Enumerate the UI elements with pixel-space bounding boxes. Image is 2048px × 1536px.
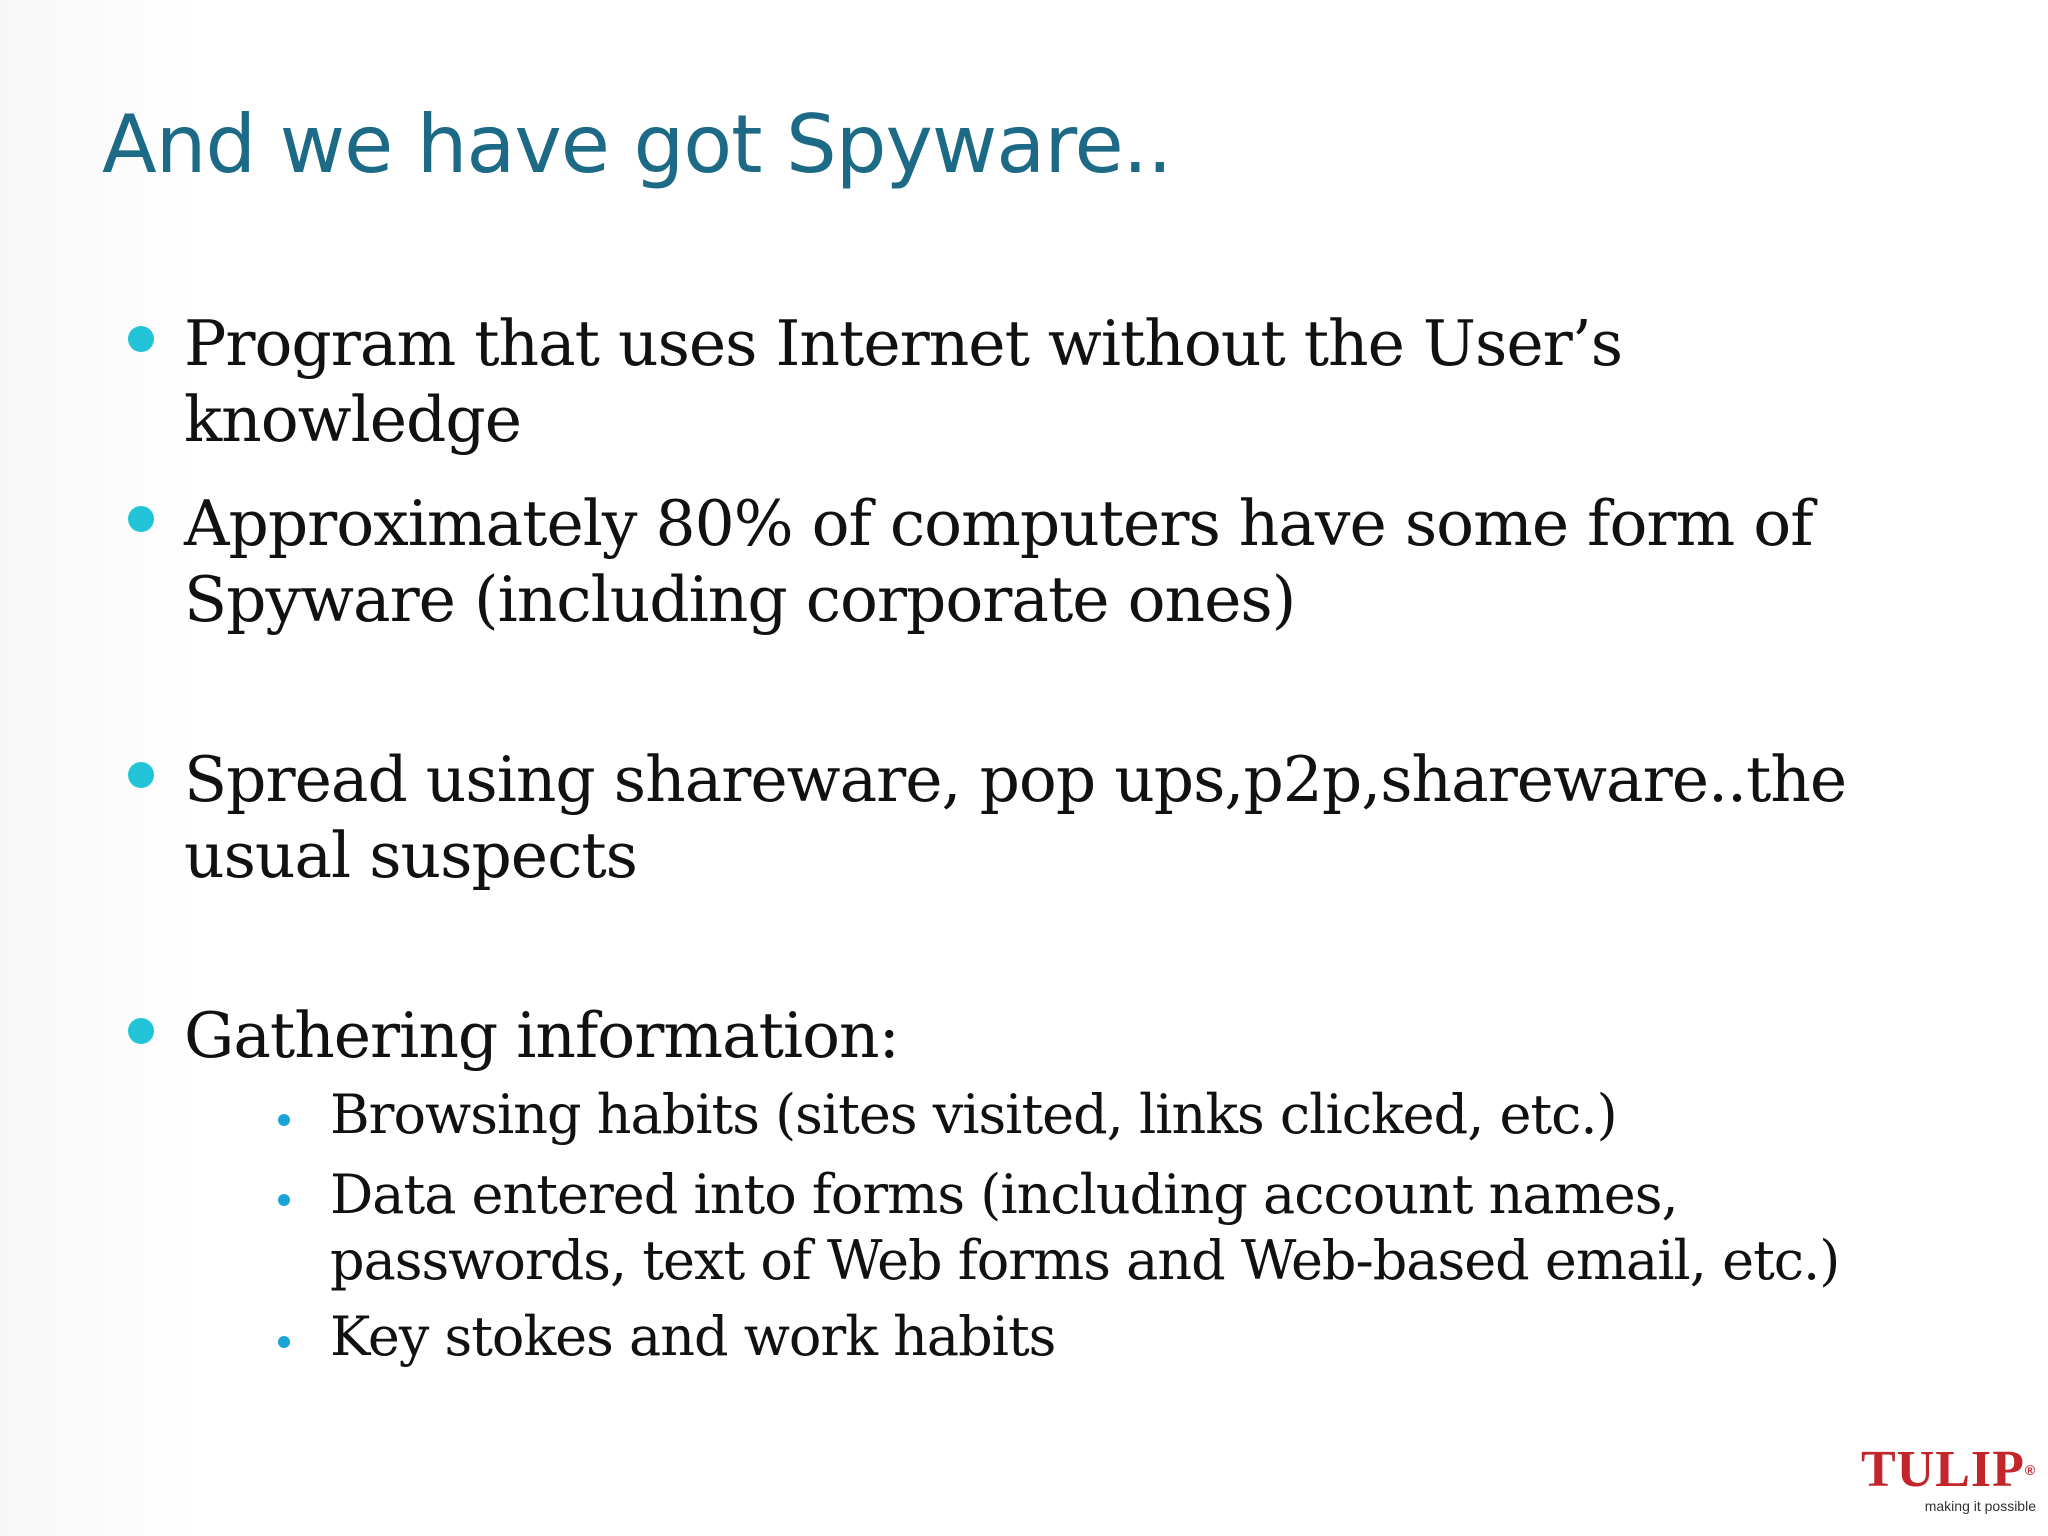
- bullet-text: Program that uses Internet without the User’s knowledge: [184, 307, 1623, 456]
- sub-bullet-dot-icon: [278, 1194, 290, 1206]
- bullet-dot-icon: [128, 1018, 154, 1044]
- slide-title: And we have got Spyware..: [102, 98, 1172, 191]
- logo-tagline: making it possible: [1924, 1498, 2036, 1514]
- bullet-text: Gathering information:: [184, 999, 899, 1072]
- sub-bullet-text: Key stokes and work habits: [330, 1305, 1056, 1368]
- sub-bullet-text: Browsing habits (sites visited, links clicked, etc.): [330, 1083, 1617, 1146]
- registered-mark: ®: [2024, 1462, 2037, 1478]
- logo-wordmark: [1861, 1441, 2037, 1498]
- sub-bullet-dot-icon: [278, 1336, 290, 1348]
- sub-bullet-text: Data entered into forms (including account names, passwords, text of Web forms and Web-based email, etc.): [330, 1163, 1840, 1292]
- bullet-text: Approximately 80% of computers have some form of Spyware (including corporate ones): [184, 487, 1813, 636]
- bullet-text: Spread using shareware, pop ups,p2p,shareware..the usual suspects: [184, 743, 1847, 892]
- logo-name: TULIP: [1861, 1441, 2025, 1498]
- bullet-dot-icon: [128, 506, 154, 532]
- bullet-dot-icon: [128, 762, 154, 788]
- bullet-dot-icon: [128, 326, 154, 352]
- tulip-logo: [1861, 1441, 2037, 1514]
- sub-bullet-dot-icon: [278, 1114, 290, 1126]
